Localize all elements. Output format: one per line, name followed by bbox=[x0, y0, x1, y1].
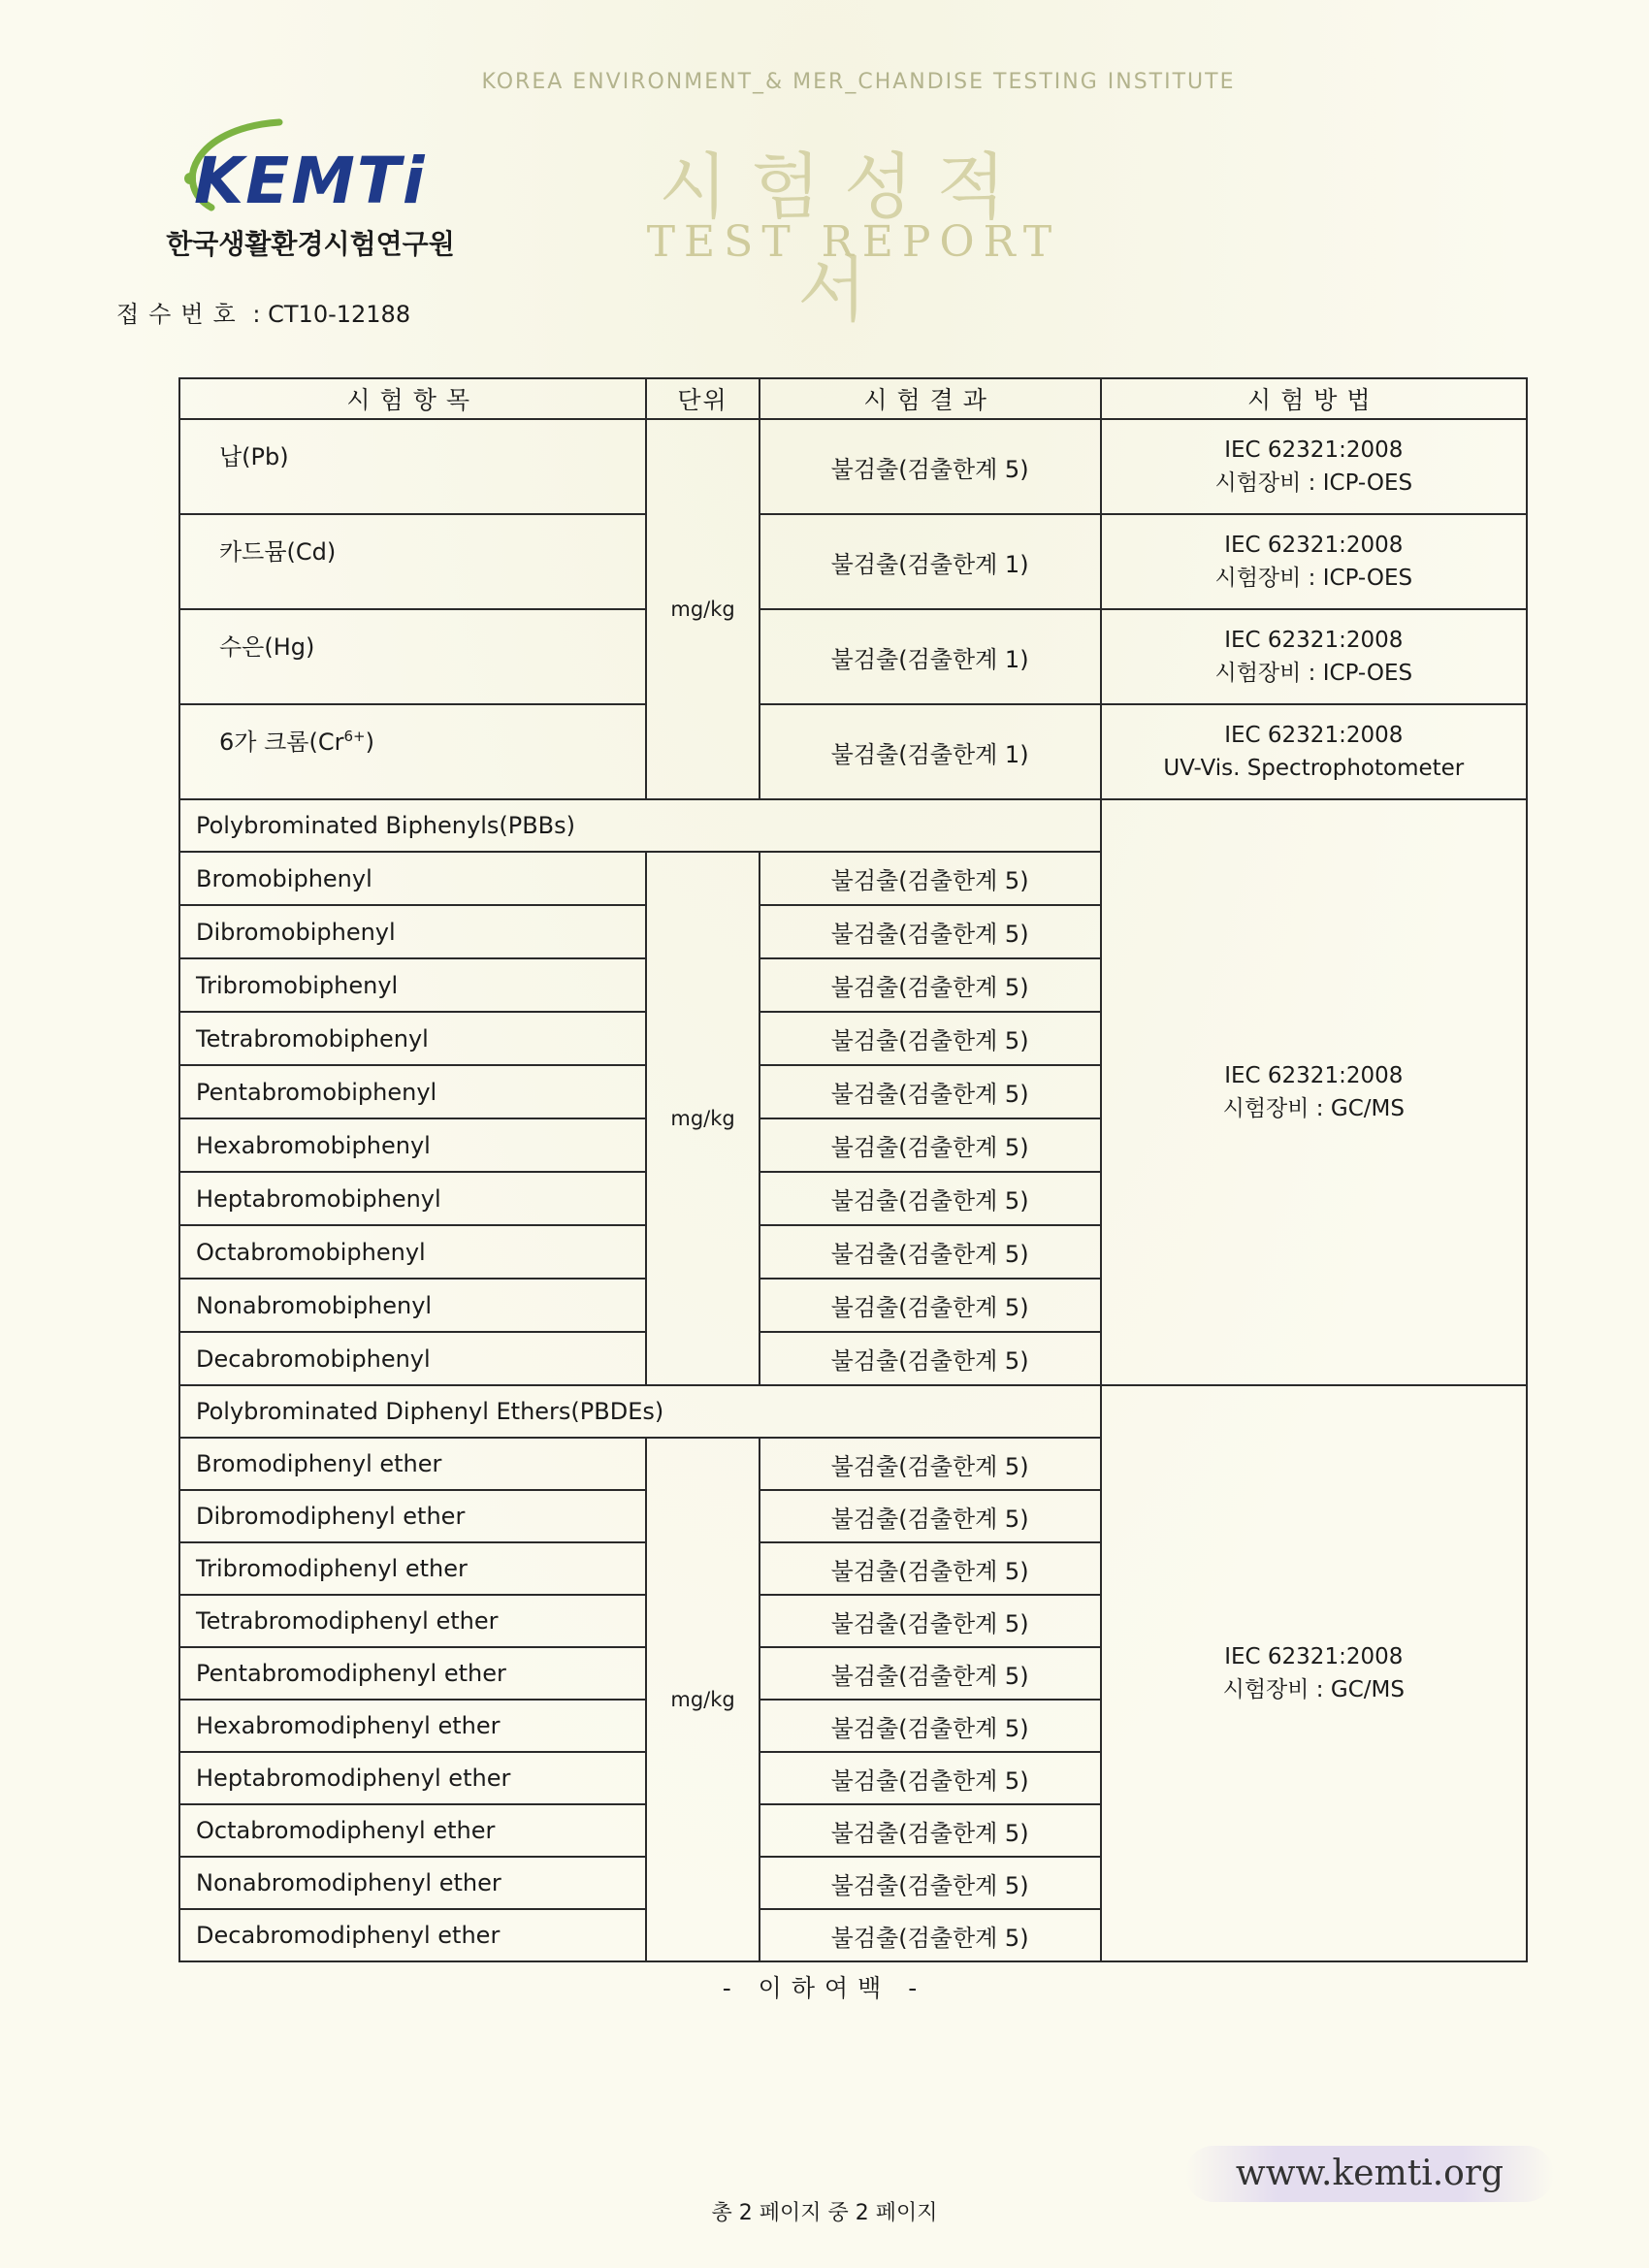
test-item: Nonabromobiphenyl bbox=[179, 1279, 646, 1332]
test-result: 불검출(검출한계 5) bbox=[760, 1490, 1101, 1542]
test-item: Bromodiphenyl ether bbox=[179, 1438, 646, 1490]
test-method bbox=[1101, 609, 1527, 704]
test-item: Octabromobiphenyl bbox=[179, 1225, 646, 1279]
group-header-row bbox=[179, 799, 1527, 852]
test-result: 불검출(검출한계 5) bbox=[760, 958, 1101, 1012]
test-result: 불검출(검출한계 5) bbox=[760, 1118, 1101, 1172]
method-standard: IEC 62321:2008 bbox=[1224, 437, 1404, 463]
test-result: 불검출(검출한계 1) bbox=[760, 609, 1101, 704]
test-item: Dibromobiphenyl bbox=[179, 905, 646, 958]
test-result: 불검출(검출한계 1) bbox=[760, 704, 1101, 799]
group-title-pbb: Polybrominated Biphenyls(PBBs) bbox=[179, 799, 1101, 852]
method-equipment: UV-Vis. Spectrophotometer bbox=[1163, 756, 1465, 781]
item-superscript: 6+ bbox=[343, 728, 366, 745]
test-result: 불검출(검출한계 5) bbox=[760, 1438, 1101, 1490]
test-item: Tribromobiphenyl bbox=[179, 958, 646, 1012]
test-item: Heptabromobiphenyl bbox=[179, 1172, 646, 1225]
website-url: www.kemti.org bbox=[1235, 2154, 1504, 2193]
test-result: 불검출(검출한계 5) bbox=[760, 1225, 1101, 1279]
institute-english-name: KOREA ENVIRONMENT_& MER_CHANDISE TESTING INSTITUTE bbox=[481, 70, 1236, 94]
header-test-item: 시험항목 bbox=[179, 378, 646, 419]
method-standard: IEC 62321:2008 bbox=[1224, 533, 1404, 558]
method-equipment: 시험장비 : GC/MS bbox=[1222, 1677, 1405, 1702]
test-method bbox=[1101, 514, 1527, 609]
receipt-value: CT10-12188 bbox=[268, 301, 411, 328]
method-equipment: 시험장비 : ICP-OES bbox=[1214, 470, 1413, 496]
test-item: 수은(Hg) bbox=[179, 609, 646, 704]
test-item: Tetrabromodiphenyl ether bbox=[179, 1595, 646, 1647]
logo-korean-name: 한국생활환경시험연구원 bbox=[166, 228, 455, 260]
item-main: 6가 크롬(Cr bbox=[219, 729, 344, 756]
results-table bbox=[178, 377, 1528, 1962]
test-result: 불검출(검출한계 5) bbox=[760, 1012, 1101, 1065]
test-method bbox=[1101, 704, 1527, 799]
table-row bbox=[179, 609, 1527, 704]
item-end: ) bbox=[365, 729, 374, 756]
method-standard: IEC 62321:2008 bbox=[1224, 1063, 1404, 1088]
test-item: Pentabromodiphenyl ether bbox=[179, 1647, 646, 1700]
test-result: 불검출(검출한계 5) bbox=[760, 419, 1101, 514]
report-title-english: TEST REPORT bbox=[646, 217, 1061, 267]
header-unit: 단위 bbox=[646, 378, 759, 419]
blank-below-note: - 이하여백 - bbox=[722, 1974, 927, 2002]
test-item: Octabromodiphenyl ether bbox=[179, 1804, 646, 1857]
test-method-pbb bbox=[1101, 799, 1527, 1385]
test-item: Nonabromodiphenyl ether bbox=[179, 1857, 646, 1909]
table-row bbox=[179, 514, 1527, 609]
website-badge bbox=[1185, 2146, 1554, 2202]
test-item: Hexabromodiphenyl ether bbox=[179, 1700, 646, 1752]
test-item: Pentabromobiphenyl bbox=[179, 1065, 646, 1118]
method-equipment: 시험장비 : ICP-OES bbox=[1214, 566, 1413, 591]
test-item: 카드뮴(Cd) bbox=[179, 514, 646, 609]
test-method-pbde bbox=[1101, 1385, 1527, 1961]
test-result: 불검출(검출한계 5) bbox=[760, 1065, 1101, 1118]
header-result: 시험결과 bbox=[760, 378, 1101, 419]
receipt-label: 접수번호 bbox=[116, 301, 245, 328]
header-method: 시험방법 bbox=[1101, 378, 1527, 419]
unit-cell: mg/kg bbox=[646, 852, 759, 1385]
test-item bbox=[179, 704, 646, 799]
test-item: Decabromobiphenyl bbox=[179, 1332, 646, 1385]
unit-cell: mg/kg bbox=[646, 1438, 759, 1961]
test-item: Bromobiphenyl bbox=[179, 852, 646, 905]
test-result: 불검출(검출한계 5) bbox=[760, 1857, 1101, 1909]
method-standard: IEC 62321:2008 bbox=[1224, 628, 1404, 653]
method-standard: IEC 62321:2008 bbox=[1224, 723, 1404, 748]
method-equipment: 시험장비 : GC/MS bbox=[1222, 1096, 1405, 1121]
test-result: 불검출(검출한계 5) bbox=[760, 1542, 1101, 1595]
test-result: 불검출(검출한계 1) bbox=[760, 514, 1101, 609]
test-result: 불검출(검출한계 5) bbox=[760, 1332, 1101, 1385]
test-result: 불검출(검출한계 5) bbox=[760, 905, 1101, 958]
method-equipment: 시험장비 : ICP-OES bbox=[1214, 661, 1413, 686]
receipt-separator: : bbox=[252, 301, 261, 328]
receipt-number bbox=[116, 295, 410, 329]
test-item: Decabromodiphenyl ether bbox=[179, 1909, 646, 1961]
test-result: 불검출(검출한계 5) bbox=[760, 852, 1101, 905]
logo-wordmark: KEMTi bbox=[194, 144, 427, 218]
kemti-logo bbox=[146, 114, 475, 260]
page-count: 총 2 페이지 중 2 페이지 bbox=[711, 2201, 938, 2225]
group-title-pbde: Polybrominated Diphenyl Ethers(PBDEs) bbox=[179, 1385, 1101, 1438]
table-header-row bbox=[179, 378, 1527, 419]
test-item: Hexabromobiphenyl bbox=[179, 1118, 646, 1172]
group-header-row bbox=[179, 1385, 1527, 1438]
table-row bbox=[179, 419, 1527, 514]
test-item: 납(Pb) bbox=[179, 419, 646, 514]
test-result: 불검출(검출한계 5) bbox=[760, 1909, 1101, 1961]
test-method bbox=[1101, 419, 1527, 514]
test-item: Tetrabromobiphenyl bbox=[179, 1012, 646, 1065]
test-result: 불검출(검출한계 5) bbox=[760, 1752, 1101, 1804]
test-result: 불검출(검출한계 5) bbox=[760, 1804, 1101, 1857]
test-item: Dibromodiphenyl ether bbox=[179, 1490, 646, 1542]
unit-cell: mg/kg bbox=[646, 419, 759, 799]
method-standard: IEC 62321:2008 bbox=[1224, 1644, 1404, 1669]
test-item: Heptabromodiphenyl ether bbox=[179, 1752, 646, 1804]
test-result: 불검출(검출한계 5) bbox=[760, 1595, 1101, 1647]
test-result: 불검출(검출한계 5) bbox=[760, 1172, 1101, 1225]
test-result: 불검출(검출한계 5) bbox=[760, 1279, 1101, 1332]
report-title-korean: 시험성적서 bbox=[659, 146, 1029, 332]
test-result: 불검출(검출한계 5) bbox=[760, 1700, 1101, 1752]
test-item: Tribromodiphenyl ether bbox=[179, 1542, 646, 1595]
table-row bbox=[179, 704, 1527, 799]
test-result: 불검출(검출한계 5) bbox=[760, 1647, 1101, 1700]
